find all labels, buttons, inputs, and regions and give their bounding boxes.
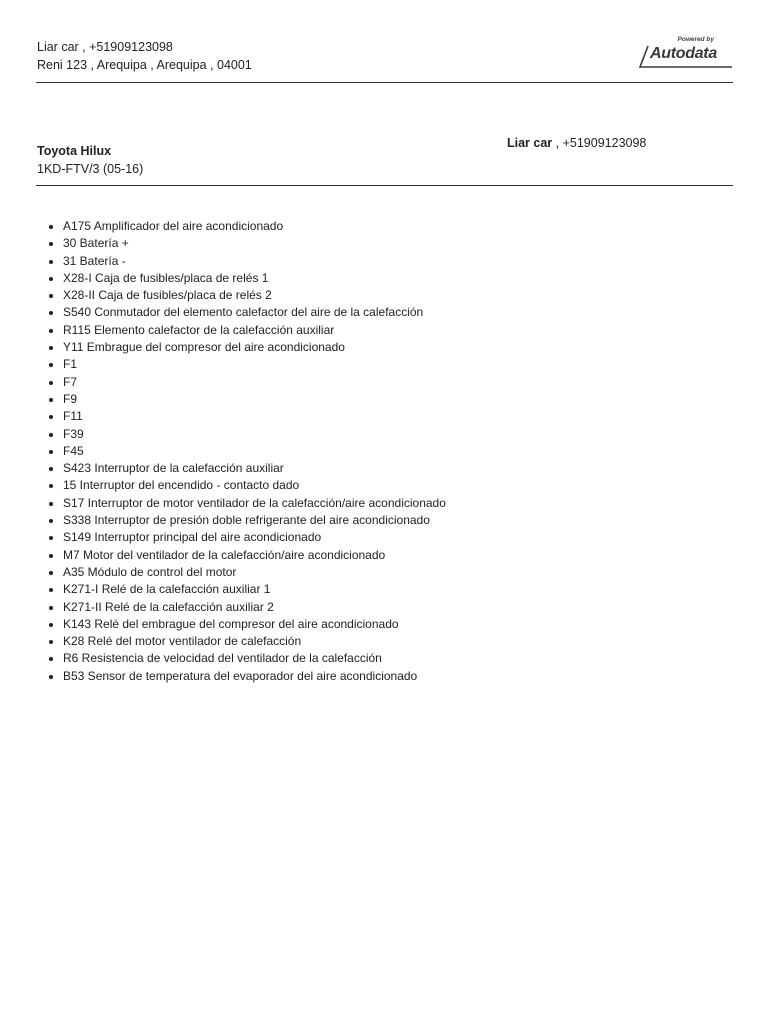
- bullet-icon: [49, 415, 53, 419]
- brand-name: Autodata: [650, 45, 717, 62]
- vehicle-model: Toyota Hilux: [37, 144, 112, 158]
- list-item: [36, 356, 446, 373]
- bullet-icon: [49, 381, 53, 385]
- bullet-icon: [49, 554, 53, 558]
- component-label: K271-II Relé de la calefacción auxiliar 2: [63, 599, 274, 614]
- component-label: 31 Batería -: [63, 253, 126, 268]
- bullet-icon: [49, 450, 53, 454]
- component-label: F39: [63, 426, 84, 441]
- list-item: [36, 495, 446, 512]
- component-label: S423 Interruptor de la calefacción auxiliar: [63, 461, 284, 476]
- component-label: X28-II Caja de fusibles/placa de relés 2: [63, 288, 272, 303]
- component-label: X28-I Caja de fusibles/placa de relés 1: [63, 270, 269, 285]
- bullet-icon: [49, 606, 53, 610]
- component-label: 15 Interruptor del encendido - contacto dado: [63, 478, 300, 493]
- section-divider: [36, 185, 733, 186]
- vehicle-engine: 1KD-FTV/3 (05-16): [37, 162, 144, 176]
- list-item: [36, 512, 446, 529]
- bullet-icon: [49, 277, 53, 281]
- component-label: F45: [63, 443, 84, 458]
- bullet-icon: [49, 294, 53, 298]
- bullet-icon: [49, 536, 53, 540]
- bullet-icon: [49, 502, 53, 506]
- header-divider: [36, 82, 733, 83]
- list-item: [36, 218, 446, 235]
- component-label: S540 Conmutador del elemento calefactor del aire de la calefacción: [63, 305, 424, 320]
- component-label: F1: [63, 357, 78, 372]
- bullet-icon: [49, 467, 53, 471]
- bullet-icon: [49, 242, 53, 246]
- list-item: [36, 668, 446, 685]
- list-item: [36, 477, 446, 494]
- list-item: [36, 304, 446, 321]
- list-item: [36, 599, 446, 616]
- list-item: [36, 408, 446, 425]
- list-item: [36, 235, 446, 252]
- component-label: K28 Relé del motor ventilador de calefacción: [63, 634, 302, 649]
- autodata-logo: [636, 36, 734, 70]
- component-label: F9: [63, 391, 78, 406]
- bullet-icon: [49, 260, 53, 264]
- list-item: [36, 253, 446, 270]
- garage-contact: [507, 134, 646, 152]
- component-label: A175 Amplificador del aire acondicionado: [63, 219, 284, 233]
- bullet-icon: [49, 363, 53, 367]
- list-item: [36, 443, 446, 460]
- component-label: S149 Interruptor principal del aire acondicionado: [63, 530, 322, 545]
- component-label: Y11 Embrague del compresor del aire acondicionado: [63, 340, 345, 355]
- bullet-icon: [49, 640, 53, 644]
- component-label: R115 Elemento calefactor de la calefacción auxiliar: [63, 322, 335, 337]
- component-label: R6 Resistencia de velocidad del ventilador de la calefacción: [63, 651, 382, 666]
- list-item: [36, 581, 446, 598]
- component-label: 30 Batería +: [63, 236, 129, 251]
- bullet-icon: [49, 519, 53, 523]
- list-item: [36, 460, 446, 477]
- bullet-icon: [49, 225, 53, 229]
- list-item: [36, 287, 446, 304]
- list-item: [36, 322, 446, 339]
- bullet-icon: [49, 433, 53, 437]
- component-list: [36, 218, 446, 685]
- list-item: [36, 339, 446, 356]
- bullet-icon: [49, 657, 53, 661]
- component-label: K143 Relé del embrague del compresor del aire acondicionado: [63, 616, 399, 631]
- list-item: [36, 650, 446, 667]
- list-item: [36, 616, 446, 633]
- contact-line: Liar car , +51909123098: [37, 40, 173, 54]
- component-label: M7 Motor del ventilador de la calefacción/aire acondicionado: [63, 547, 386, 562]
- bullet-icon: [49, 346, 53, 350]
- component-label: A35 Módulo de control del motor: [63, 564, 237, 579]
- bullet-icon: [49, 588, 53, 592]
- bullet-icon: [49, 623, 53, 627]
- garage-phone: , +51909123098: [555, 136, 647, 150]
- bullet-icon: [49, 398, 53, 402]
- bullet-icon: [49, 484, 53, 488]
- vehicle-info: [37, 142, 143, 178]
- component-label: K271-I Relé de la calefacción auxiliar 1: [63, 582, 271, 597]
- address-line: Reni 123 , Arequipa , Arequipa , 04001: [37, 58, 252, 72]
- list-item: [36, 529, 446, 546]
- bullet-icon: [49, 571, 53, 575]
- list-item: [36, 564, 446, 581]
- list-item: [36, 270, 446, 287]
- component-label: F11: [63, 409, 83, 424]
- powered-by-text: Powered by: [677, 36, 714, 43]
- component-label: F7: [63, 374, 78, 389]
- list-item: [36, 391, 446, 408]
- list-item: [36, 426, 446, 443]
- list-item: [36, 374, 446, 391]
- component-label: S338 Interruptor de presión doble refrigerante del aire acondicionado: [63, 513, 430, 528]
- component-label: B53 Sensor de temperatura del evaporador del aire acondicionado: [63, 668, 418, 683]
- component-label: S17 Interruptor de motor ventilador de la calefacción/aire acondicionado: [63, 495, 446, 510]
- garage-name: Liar car: [507, 136, 553, 150]
- list-item: [36, 633, 446, 650]
- header-contact: [37, 38, 252, 74]
- bullet-icon: [49, 329, 53, 333]
- bullet-icon: [49, 675, 53, 679]
- list-item: [36, 547, 446, 564]
- bullet-icon: [49, 311, 53, 315]
